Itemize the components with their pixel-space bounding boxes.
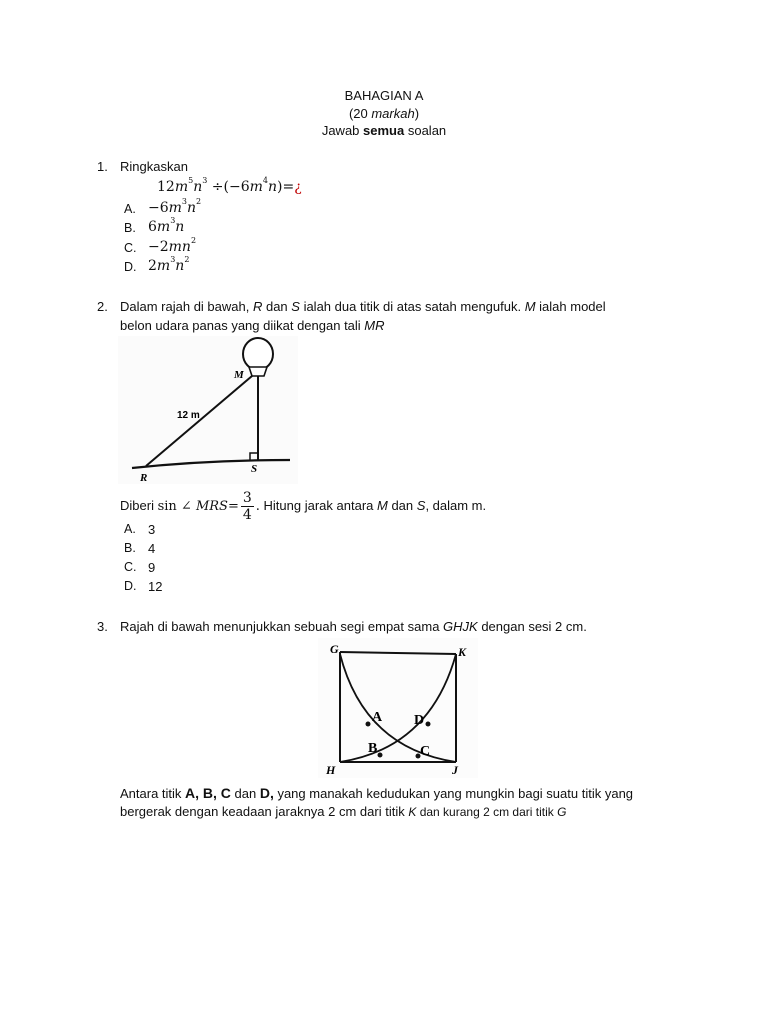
q1-expr-eq: = [282,179,295,195]
q1-option-b-letter: B. [124,221,136,235]
q3-label-k: K [458,645,467,659]
q1-expr-open: ( [223,179,229,195]
instruction-bold: semua [363,123,405,138]
q3-label-d: D [414,713,425,728]
q1-option-c-letter: C. [124,241,137,255]
q2-label-r: R [140,472,148,484]
q3-label-c: C [420,744,431,759]
q1-expr-m2: m [249,179,263,195]
q2-number: 2. [97,299,108,314]
q1-option-d: $2m^3n^2$ [148,255,190,274]
q1-text: Ringkaskan [120,159,188,174]
q1-expr-close: ) [277,179,283,195]
q1-expr-op: ÷ [211,179,224,195]
q1-option-d-letter: D. [124,260,137,274]
q1-expr-result: ¿ [294,179,302,195]
q1-expr-m-exp: 5 [188,176,194,186]
q2-label-s: S [251,463,258,475]
q3-label-b: B [368,741,378,756]
q2-option-d: 12 [148,579,163,594]
q3-square-figure [318,638,478,778]
q3-label-h: H [326,763,336,777]
q1-expr-coef: 12 [157,179,175,195]
q2-line1: Dalam rajah di bawah, R dan S ialah dua titik di atas satah mengufuk. M ialah model [120,299,606,314]
q2-given-line: Diberi sin ∠ MRS= $\frac{3}{4}$ . Hitung jarak antara M dan S, dalam m. [120,490,487,523]
q2-balloon-icon [243,338,273,370]
q2-length-label: 12 m [177,410,200,421]
q2-option-c: 9 [148,560,156,575]
marks-line [0,106,768,121]
q1-expr-m2-exp: 4 [262,176,268,186]
q2-option-b: 4 [148,541,156,556]
q3-point-a [366,722,371,727]
q1-option-c: $-2mn^2$ [148,236,197,255]
instruction-post: soalan [404,123,447,138]
q3-number: 3. [97,619,108,634]
q1-expr-n: n [193,179,203,195]
q2-line2: belon udara panas yang diikat dengan tali MR [120,318,385,333]
q1-expr-n-exp: 3 [202,176,208,186]
q3-line2: Antara titik A, B, C dan D, yang manakah kedudukan yang mungkin bagi suatu titik yang [120,785,634,801]
marks-word: markah [371,106,415,121]
q2-option-b-letter: B. [124,541,136,555]
q2-balloon-figure [118,336,298,484]
q1-expression [157,176,302,195]
q3-line1: Rajah di bawah menunjukkan sebuah segi empat sama GHJK dengan sesi 2 cm. [120,619,587,634]
q2-option-a-letter: A. [124,522,136,536]
q2-option-d-letter: D. [124,579,137,593]
q1-option-b: $6m^3n$ [148,216,185,235]
q1-expr-n2: n [268,179,278,195]
instruction-line [0,123,768,138]
marks-close: ) [414,106,420,121]
q3-label-j: J [452,763,458,777]
section-title: BAHAGIAN A [344,88,424,103]
q1-expr-m: m [174,179,189,195]
instruction-pre: Jawab [321,123,364,138]
q1-option-a: $-6m^3n^2$ [148,197,202,216]
q3-line3: bergerak dengan keadaan jaraknya 2 cm dari titik K dan kurang 2 cm dari titik G [120,804,567,819]
marks-open: (20 [348,106,372,121]
q2-option-c-letter: C. [124,560,137,574]
q2-basket [249,367,267,376]
q1-expr-coef2: −6 [228,179,250,195]
q2-option-a: 3 [148,522,156,537]
q3-point-b [378,753,383,758]
q2-label-m: M [234,369,244,381]
q1-option-a-letter: A. [124,202,136,216]
q3-label-a: A [372,710,383,725]
q3-point-d [426,722,431,727]
q3-label-g: G [330,642,339,656]
q1-number: 1. [97,159,108,174]
